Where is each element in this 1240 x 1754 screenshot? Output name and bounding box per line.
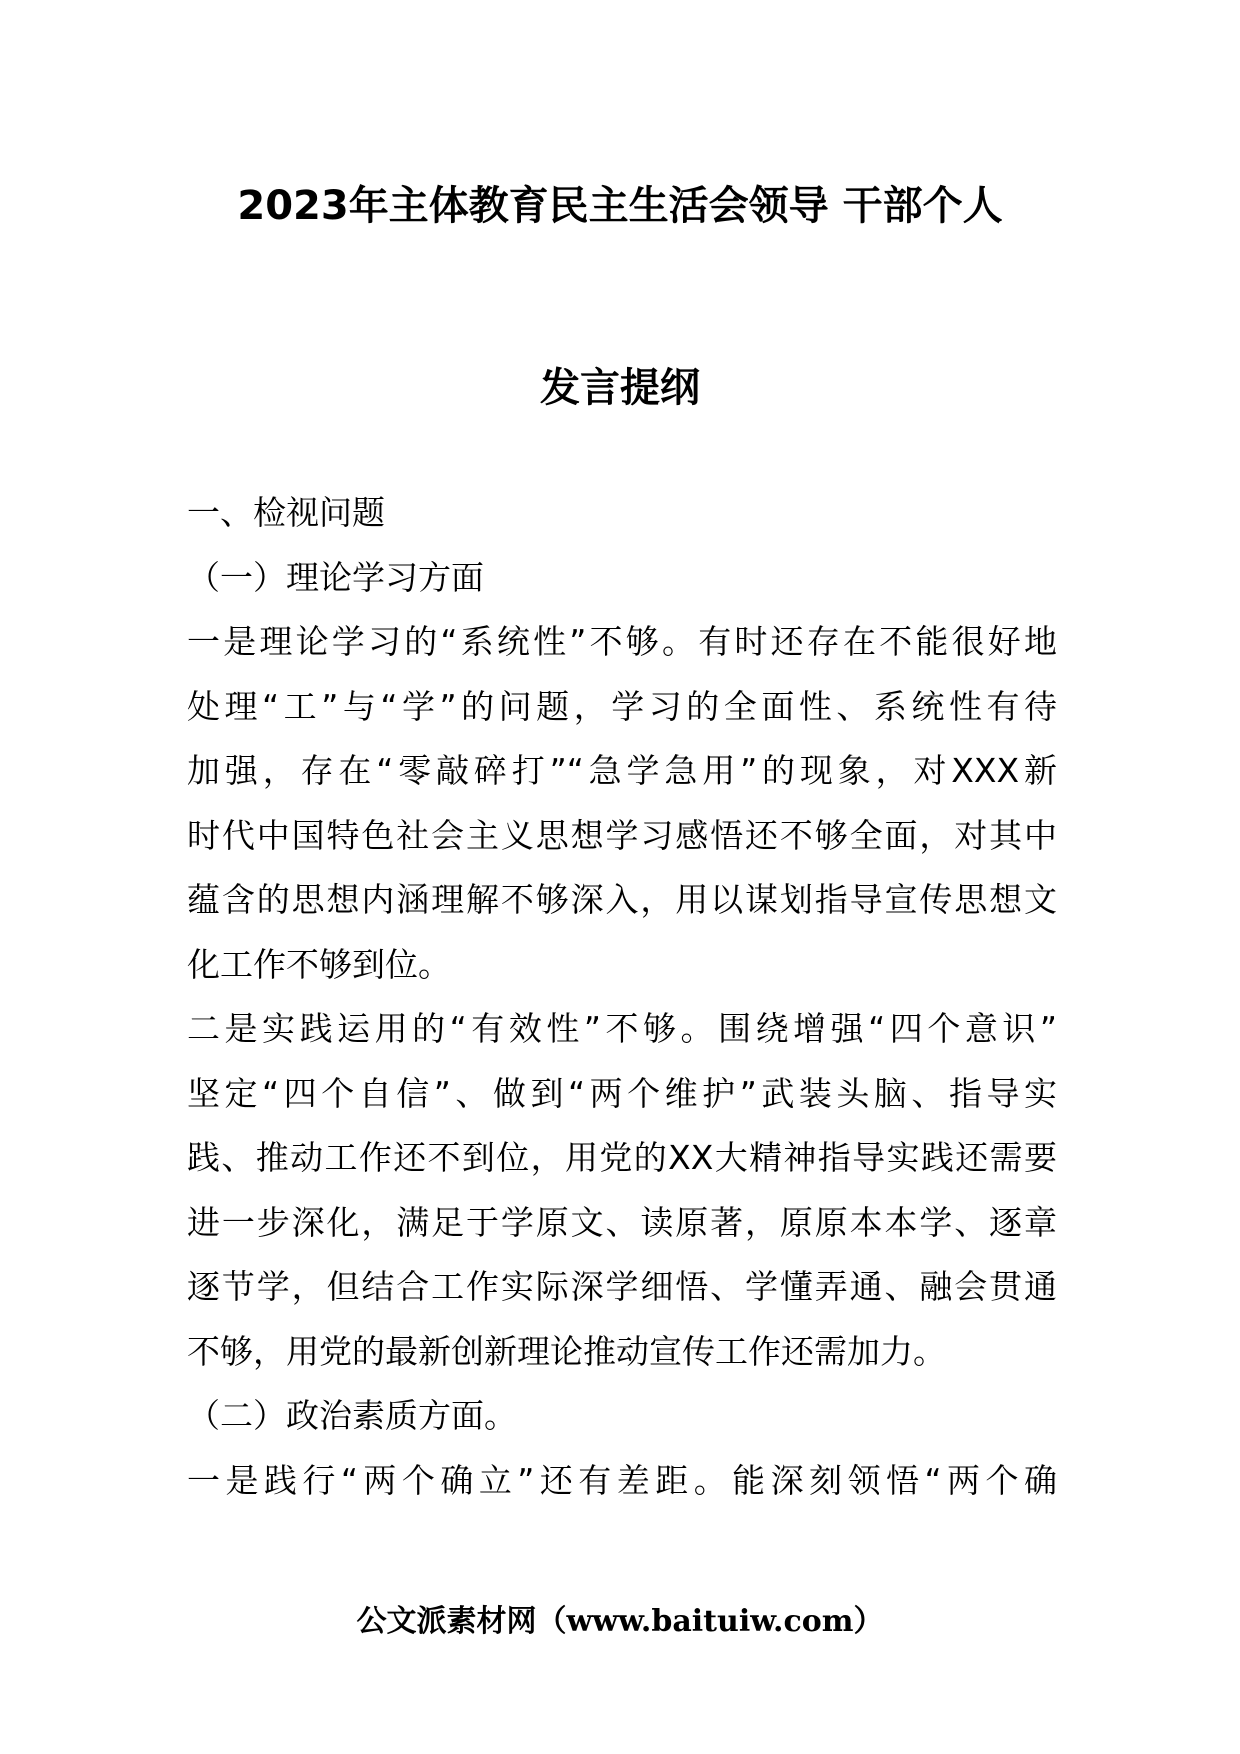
- document-title-line-1: 2023年主体教育民主生活会领导 干部个人: [237, 183, 1003, 229]
- document-body: [187, 481, 1057, 1513]
- paragraph-line: 逐节学，但结合工作实际深学细悟、学懂弄通、融会贯通: [187, 1267, 1057, 1306]
- watermark-footer: 公文派素材网（www.baituiw.com）: [356, 1604, 884, 1639]
- paragraph-line: 蕴含的思想内涵理解不够深入，用以谋划指导宣传思想文: [187, 880, 1057, 919]
- paragraph-line: 不够，用党的最新创新理论推动宣传工作还需加力。: [187, 1331, 946, 1371]
- paragraph-line: 时代中国特色社会主义思想学习感悟还不够全面，对其中: [187, 815, 1057, 855]
- paragraph-line: 加强，存在“零敲碎打”“急学急用”的现象，对XXX新: [187, 751, 1057, 790]
- paragraph-line: 一是践行“两个确立”还有差距。能深刻领悟“两个确: [187, 1460, 1057, 1500]
- section-heading-review-issues: 一、检视问题: [187, 493, 385, 532]
- paragraph-line: 二是实践运用的“有效性”不够。围绕增强“四个意识”: [187, 1009, 1057, 1048]
- subsection-heading-theory-study: （一）理论学习方面: [187, 557, 484, 597]
- paragraph-line: 化工作不够到位。: [187, 944, 451, 984]
- paragraph-line: 践、推动工作还不到位，用党的XX大精神指导实践还需要: [187, 1138, 1057, 1177]
- paragraph-line: 进一步深化，满足于学原文、读原著，原原本本学、逐章: [187, 1202, 1057, 1242]
- paragraph-line: 坚定“四个自信”、做到“两个维护”武装头脑、指导实: [187, 1073, 1057, 1113]
- paragraph-line: 处理“工”与“学”的问题，学习的全面性、系统性有待: [187, 686, 1057, 726]
- paragraph-line: 一是理论学习的“系统性”不够。有时还存在不能很好地: [187, 622, 1057, 661]
- document-title-line-2: 发言提纲: [540, 365, 700, 411]
- subsection-heading-political-quality: （二）政治素质方面。: [187, 1396, 517, 1435]
